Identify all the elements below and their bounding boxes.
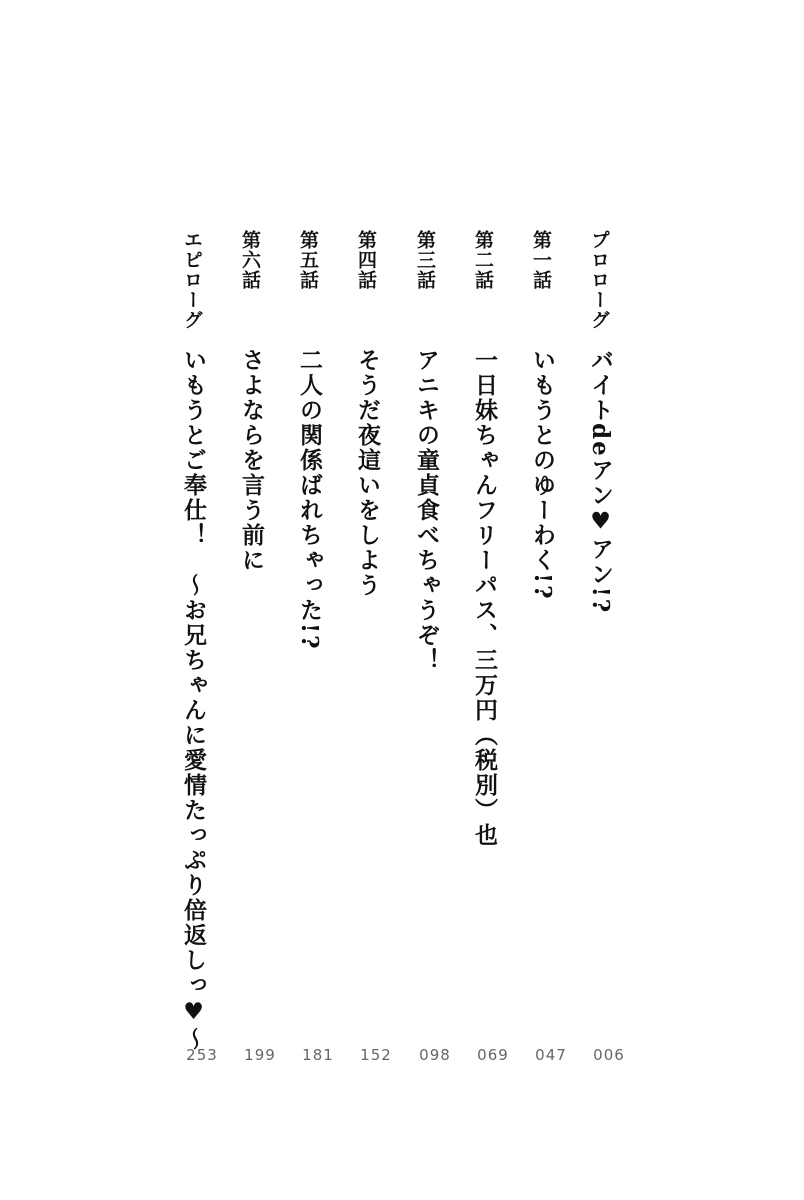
page-number: 047 xyxy=(535,1046,567,1064)
page-number: 098 xyxy=(419,1046,451,1064)
page-number: 253 xyxy=(186,1046,218,1064)
toc-entry-chapter-2[interactable] xyxy=(471,230,513,1064)
page-number: 181 xyxy=(302,1046,334,1064)
chapter-title: そうだ夜這いをしよう xyxy=(354,348,381,598)
toc-entry-chapter-3[interactable] xyxy=(413,230,455,1064)
toc-entry-chapter-5[interactable] xyxy=(296,230,338,1064)
chapter-label: 第三話 xyxy=(414,230,436,290)
chapter-label: プロローグ xyxy=(588,230,610,330)
chapter-label: 第二話 xyxy=(472,230,494,290)
chapter-title: 二人の関係ばれちゃった!? xyxy=(296,348,323,651)
page-number: 152 xyxy=(360,1046,392,1064)
toc-entry-epilogue[interactable] xyxy=(180,230,222,1064)
toc-entry-chapter-6[interactable] xyxy=(238,230,280,1064)
chapter-title: バイトdeアン♥アン!? xyxy=(587,348,614,615)
chapter-title: いもうとのゆーわく!? xyxy=(529,348,556,601)
chapter-label: エピローグ xyxy=(181,230,203,330)
chapter-title: いもうとご奉仕！ ～お兄ちゃんに愛情たっぷり倍返しっ♥～ xyxy=(180,348,207,1052)
chapter-label: 第六話 xyxy=(239,230,261,290)
chapter-title: アニキの童貞食べちゃうぞ！ xyxy=(413,348,440,673)
chapter-label: 第一話 xyxy=(530,230,552,290)
page-number: 069 xyxy=(477,1046,509,1064)
toc-entry-chapter-4[interactable] xyxy=(354,230,396,1064)
chapter-title: 一日妹ちゃんフリーパス、三万円（税別）也 xyxy=(471,348,498,848)
toc-entry-chapter-1[interactable] xyxy=(529,230,571,1064)
chapter-label: 第四話 xyxy=(355,230,377,290)
chapter-label: 第五話 xyxy=(297,230,319,290)
page-number: 199 xyxy=(244,1046,276,1064)
page-number: 006 xyxy=(593,1046,625,1064)
chapter-title: さよならを言う前に xyxy=(238,348,265,573)
toc-entry-prologue[interactable] xyxy=(587,230,629,1064)
